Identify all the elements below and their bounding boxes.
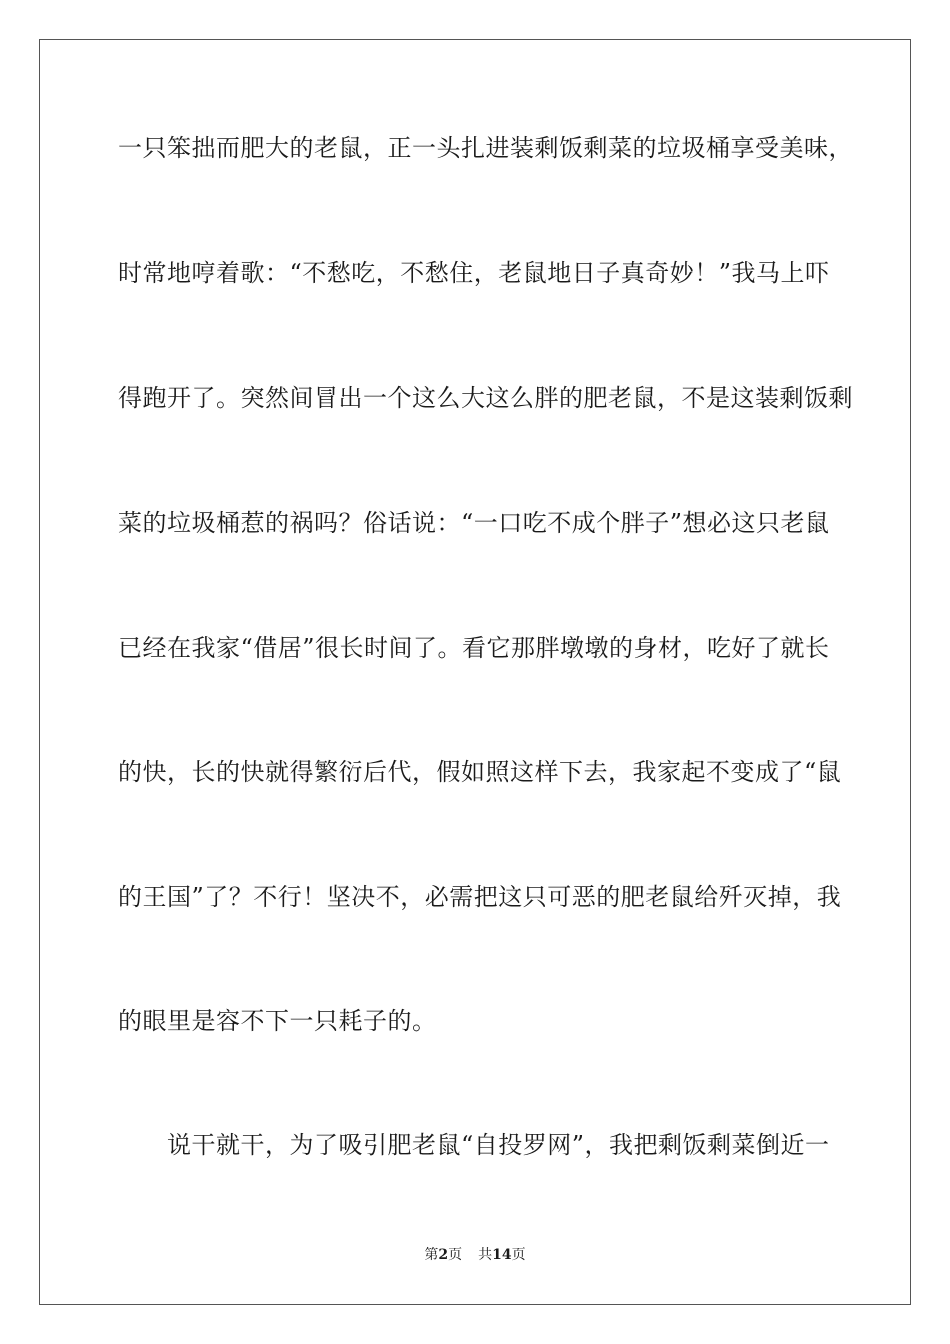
text-line: 一只笨拙而肥大的老鼠，正一头扎进装剩饭剩菜的垃圾桶享受美味， [118,134,853,162]
text-line: 得跑开了。突然间冒出一个这么大这么胖的肥老鼠，不是这装剩饭剩 [118,384,853,412]
text-line: 已经在我家“借居”很长时间了。看它那胖墩墩的身材，吃好了就长 [118,634,830,662]
page-footer [0,1246,950,1264]
page-number: 2 [438,1247,449,1263]
page-suffix: 页 [448,1247,463,1263]
total-suffix: 页 [511,1247,526,1263]
text-line: 的眼里是容不下一只耗子的。 [118,1007,437,1035]
total-prefix: 共 [478,1247,493,1263]
text-line: 说干就干，为了吸引肥老鼠“自投罗网”，我把剩饭剩菜倒近一 [118,1131,830,1159]
text-line: 菜的垃圾桶惹的祸吗？俗话说：“一口吃不成个胖子”想必这只老鼠 [118,509,830,537]
page-prefix: 第 [424,1247,439,1263]
text-line: 的王国”了？不行！坚决不，必需把这只可恶的肥老鼠给歼灭掉，我 [118,883,842,911]
total-pages: 14 [492,1247,512,1263]
text-line: 的快，长的快就得繁衍后代，假如照这样下去，我家起不变成了“鼠 [118,758,842,786]
page-border [39,39,911,1305]
text-line: 时常地哼着歌：“不愁吃，不愁住，老鼠地日子真奇妙！”我马上吓 [118,259,830,287]
